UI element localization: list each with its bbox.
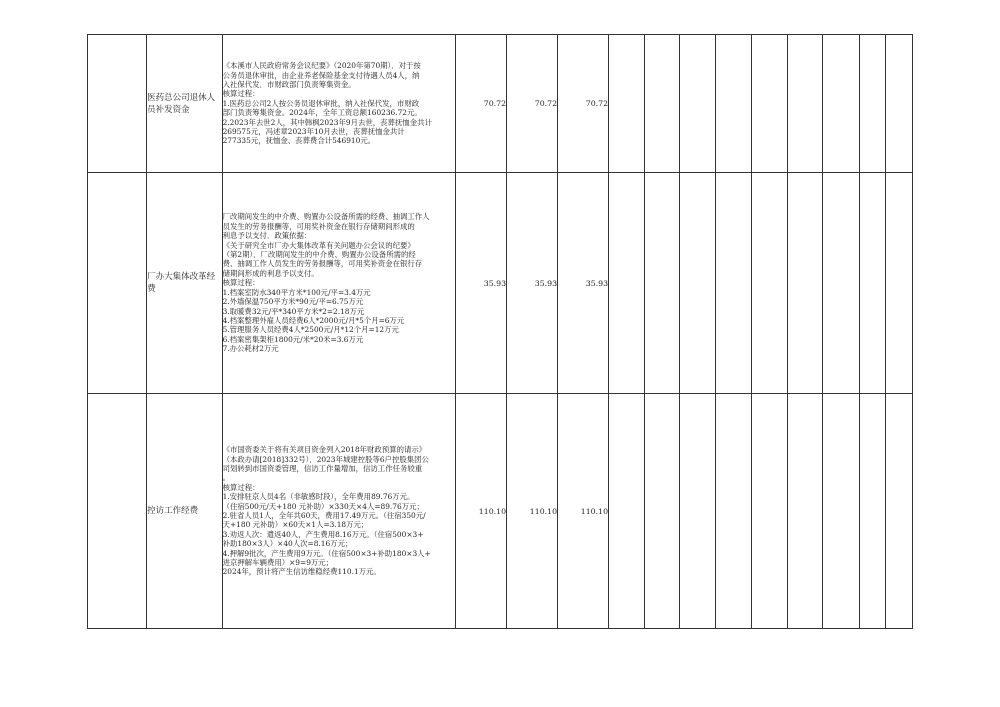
description-line: 入社保代发．市财政部门负责筹集资金。 [222, 79, 356, 89]
amount-value: 70.72 [534, 99, 558, 108]
description-cell [222, 35, 456, 173]
amount-cell [507, 173, 558, 394]
description-line: 269575元，冯述章2023年10月去世，丧葬抚恤金共计 [222, 127, 405, 137]
empty-cell [859, 394, 886, 629]
empty-cell [609, 173, 645, 394]
amount-value: 110.10 [478, 506, 507, 516]
amount-cell [456, 394, 507, 629]
description-line: 6.档案密集架柜1800元/米*20米=3.6万元 [222, 334, 364, 344]
empty-cell [716, 173, 752, 394]
amount-value: 110.10 [580, 506, 609, 516]
blank-cell [88, 35, 147, 173]
table-row [88, 35, 913, 173]
amount-value: 35.93 [483, 278, 507, 288]
empty-cell [680, 394, 716, 629]
empty-cell [644, 173, 680, 394]
description-line: 4.档案整理外雇人员经费6人*2000元/月*5个月=6万元 [222, 315, 405, 325]
amount-value: 35.93 [534, 278, 558, 288]
empty-cell [787, 394, 823, 629]
description-line: 司划转到市国资委管理，信访工作量增加，信访工作任务较重 [222, 463, 423, 473]
empty-cell [751, 394, 787, 629]
amount-value: 70.72 [585, 99, 609, 108]
amount-cell [558, 173, 609, 394]
amount-cell [558, 394, 609, 629]
description-line: 2.2023年去世2人，其中韩枫2023年9月去世，丧葬抚恤金共计 [222, 117, 432, 127]
description-line: 补助180×3人）×40人次=8.16万元； [222, 539, 353, 549]
description-line: 。 [222, 473, 230, 483]
empty-cell [886, 394, 913, 629]
empty-cell [787, 35, 823, 173]
table-row [88, 173, 913, 394]
description-line: 1.安排驻京人员4名（非敏感时段），全年费用89.76万元。 [222, 492, 415, 502]
item-name: 医药总公司退休人员补发资金 [147, 92, 216, 115]
empty-cell [859, 173, 886, 394]
empty-cell [716, 35, 752, 173]
description-line: 3.取暖费32元/平*340平方米*2=2.18万元 [222, 306, 365, 316]
description-line: 《关于研究全市厂办大集体改革有关问题办公会议的纪要》 [222, 240, 415, 250]
amount-value: 70.72 [483, 99, 507, 108]
description-line: 1.档案室防水340平方米*100元/平=3.4万元 [222, 287, 371, 297]
description-line: 进京押解车辆费用）×9=9万元； [222, 558, 334, 568]
description-line: 5.管理服务人员经费4人*2500元/月*12个月=12万元 [222, 325, 399, 335]
description-line: 费、抽调工作人员发生的劳务报酬等，可用奖补资金在银行存 [222, 259, 423, 269]
description-line: （住宿500元/天+180 元补助）×330天×4人=89.76万元； [222, 501, 424, 511]
table-body [88, 35, 913, 629]
description-line: 2.驻省人员1人，全年共60天，费用17.49万元。（住宿350元/ [222, 511, 426, 520]
empty-cell [609, 35, 645, 173]
description-line: 厂改期间发生的中介费、购置办公设备所需的经费、抽调工作人 [222, 212, 430, 222]
empty-cell [886, 35, 913, 173]
empty-cell [680, 35, 716, 173]
amount-cell [456, 173, 507, 394]
amount-cell [507, 394, 558, 629]
empty-cell [751, 173, 787, 394]
empty-cell [823, 173, 860, 394]
description-line: 公务员退休审批，由企业养老保险基金支付待遇人员4人，纳 [222, 70, 420, 80]
amount-cell [456, 35, 507, 173]
empty-cell [823, 35, 860, 173]
description-cell [222, 173, 456, 394]
description-line: 员发生的劳务报酬等，可用奖补资金在银行存储期间形成的 [222, 221, 415, 231]
blank-cell [88, 173, 147, 394]
empty-cell [823, 394, 860, 629]
description-line: 核算过程： [222, 278, 260, 288]
blank-cell [88, 394, 147, 629]
amount-cell [558, 35, 609, 173]
empty-cell [716, 394, 752, 629]
description-line: 2024年，预计将产生信访维稳经费110.1万元。 [222, 567, 381, 577]
table-row [88, 394, 913, 629]
description-line: 《本溪市人民政府常务会议纪要》（2020年第70期）．对于按 [222, 61, 421, 71]
empty-cell [751, 35, 787, 173]
empty-cell [859, 35, 886, 173]
amount-cell [507, 35, 558, 173]
item-name: 厂办大集体改革经费 [147, 272, 216, 294]
item-name-cell [147, 394, 222, 629]
item-name: 控访工作经费 [147, 506, 199, 516]
description-line: 1.医药总公司2人按公务员退休审批，纳入社保代发，市财政 [222, 98, 420, 108]
description-line: 利息予以支付．政策依据： [222, 231, 312, 241]
item-name-cell [147, 35, 222, 173]
description-line: 《市国资委关于将有关项目资金列入2018年财政预算的请示》 [222, 445, 427, 455]
description-line: （第2期）．厂改期间发生的中介费、购置办公设备所需的经 [222, 250, 416, 260]
budget-table [87, 34, 913, 629]
empty-cell [886, 173, 913, 394]
empty-cell [644, 35, 680, 173]
item-name-cell [147, 173, 222, 394]
amount-value: 35.93 [585, 278, 609, 288]
description-line: 3.劝返人次：遣返40人，产生费用8.16万元。（住宿500×3+ [222, 529, 424, 539]
description-line: 277335元，抚恤金、丧葬费合计546910元。 [222, 136, 376, 146]
description-line: 2.外墙保温750平方米*90元/平=6.75万元 [222, 297, 364, 307]
description-line: 4.押解9批次，产生费用9万元。（住宿500×3+补助180×3人+ [222, 548, 431, 558]
description-line: 天+180 元补助）×60天×1人=3.18万元； [222, 520, 369, 530]
description-line: 储期间形成的利息予以支付。 [222, 268, 319, 278]
empty-cell [609, 394, 645, 629]
description-line: （本政办请[2018]332号）．2023年城建控股等6户控股集团公 [222, 454, 429, 464]
empty-cell [644, 394, 680, 629]
description-line: 核算过程： [222, 89, 260, 99]
description-cell [222, 394, 456, 629]
description-line: 核算过程： [222, 482, 260, 492]
empty-cell [680, 173, 716, 394]
amount-value: 110.10 [529, 506, 558, 516]
description-line: 7.办公耗材2万元 [222, 344, 279, 354]
description-line: 部门负责筹集资金。2024年，全年工资总额160236.72元。 [222, 108, 422, 118]
empty-cell [787, 173, 823, 394]
